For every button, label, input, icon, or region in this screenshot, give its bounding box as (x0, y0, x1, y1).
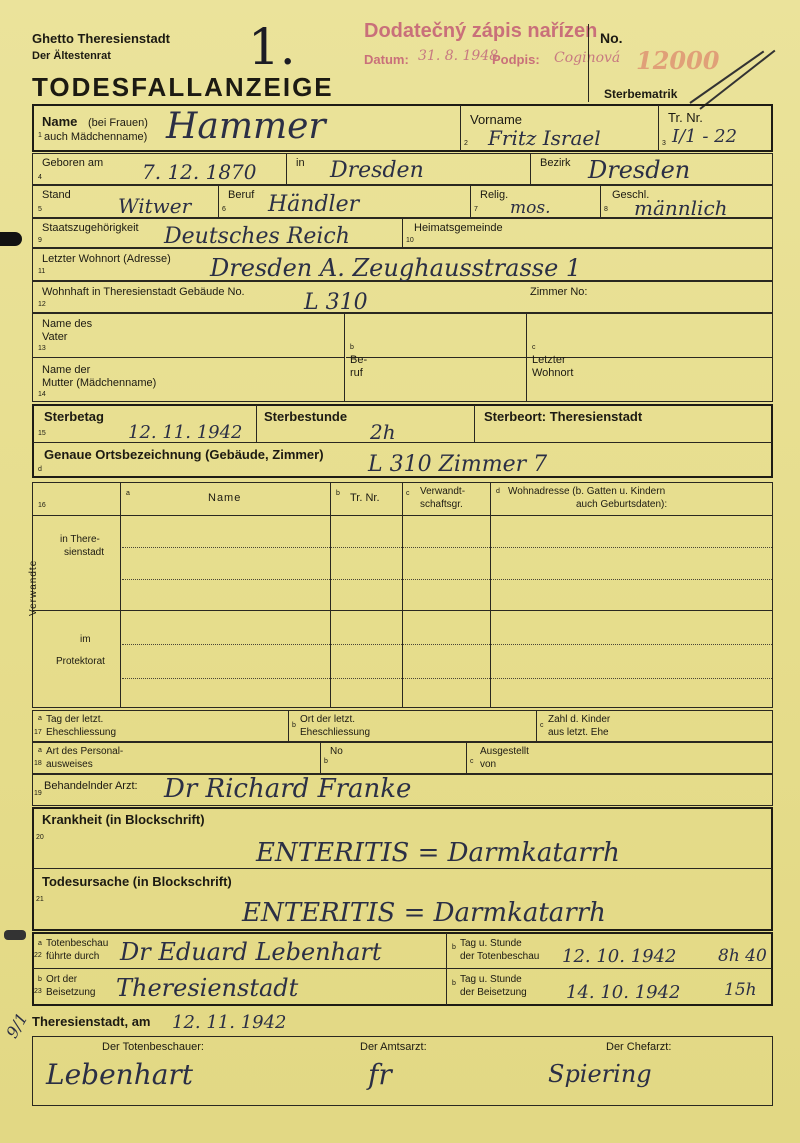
letzter-wohnort-label: Letzter (532, 354, 566, 366)
ort-ehe-label: Ort der letzt. (300, 714, 356, 725)
beschau-time-label: Tag u. Stunde (460, 938, 522, 949)
signature-beschauer: Lebenhart (46, 1058, 194, 1091)
field-number: 6 (222, 206, 226, 213)
field-letter: a (38, 940, 42, 947)
divider (320, 742, 321, 774)
col-trnr: Tr. Nr. (350, 492, 380, 504)
place-date-value: 12. 11. 1942 (172, 1012, 287, 1033)
ausgestellt-label2: von (480, 759, 497, 770)
signature-chefarzt: Spiering (548, 1060, 652, 1088)
stamp-date-handwritten: 31. 8. 1948 (418, 48, 499, 64)
gebaeude-value: L 310 (304, 290, 368, 315)
field-number: 11 (38, 268, 46, 275)
field-number: 1 (38, 132, 42, 139)
field-letter: b (292, 722, 296, 729)
form-title: TODESFALLANZEIGE (32, 72, 334, 102)
field-number: 3 (662, 140, 666, 147)
org-council: Der Ältestenrat (32, 50, 111, 62)
dotted-line (122, 547, 772, 548)
handwritten-number: 1. (248, 18, 296, 76)
trnr-value: I/1 - 22 (672, 126, 738, 147)
binding-mark (0, 232, 22, 246)
divider (33, 868, 772, 869)
totenbeschau-label2: führte durch (46, 951, 100, 962)
krankheit-value: ENTERITIS = Darmkatarrh (256, 838, 620, 868)
sterbestunde-label: Sterbestunde (264, 409, 348, 424)
ort-ehe-label2: Eheschliessung (300, 727, 371, 738)
field-number: 17 (34, 729, 42, 736)
field-letter: c (532, 344, 536, 351)
vater-label2: Vater (42, 331, 68, 343)
field-number: 15 (38, 430, 46, 437)
beisetzung-hour-value: 15h (724, 980, 757, 1000)
beruf-label: Beruf (228, 189, 255, 201)
kinder-label2: aus letzt. Ehe (548, 727, 609, 738)
field-number: 20 (36, 834, 44, 841)
divider (536, 710, 537, 742)
stand-label: Stand (42, 189, 71, 201)
field-letter: a (126, 490, 130, 497)
field-letter: a (38, 747, 42, 754)
field-letter: c (540, 722, 544, 729)
stand-value: Witwer (118, 194, 192, 218)
mutter-label: Name der (42, 364, 91, 376)
beisetzung-label2: Beisetzung (46, 987, 96, 998)
field-number: 16 (38, 502, 46, 509)
divider (120, 482, 121, 708)
beisetzung-value: Theresienstadt (116, 974, 299, 1002)
divider (466, 742, 467, 774)
field-number: 13 (38, 345, 46, 352)
divider (344, 313, 345, 402)
divider (32, 357, 344, 358)
zimmer-label: Zimmer No: (530, 286, 588, 298)
divider (218, 185, 219, 218)
surname-value: Hammer (166, 106, 326, 147)
divider (490, 482, 491, 708)
ortsbez-value: L 310 Zimmer 7 (368, 452, 548, 477)
field-number: 23 (34, 988, 42, 995)
field-number: 22 (34, 952, 42, 959)
divider (460, 105, 461, 151)
stamp-podpis: Podpis: (492, 52, 540, 67)
beisetzung-time-label2: der Beisetzung (460, 987, 527, 998)
bezirk-value: Dresden (588, 156, 691, 184)
field-number: 2 (464, 140, 468, 147)
tag-ehe-label: Tag der letzt. (46, 714, 104, 725)
divider (658, 105, 659, 151)
beisetzung-time-label: Tag u. Stunde (460, 974, 522, 985)
field-letter: c (470, 758, 474, 765)
name-sublabel2: auch Mädchenname) (44, 131, 148, 143)
beschau-time-label2: der Totenbeschau (460, 951, 540, 962)
col-name: Name (208, 492, 242, 504)
divider (446, 933, 447, 1005)
in-theresienstadt-label: in There- (60, 534, 100, 545)
divider (288, 710, 289, 742)
totenbeschau-label: Totenbeschau (46, 938, 109, 949)
ursache-value: ENTERITIS = Darmkatarrh (242, 898, 606, 928)
field-number: 8 (604, 206, 608, 213)
sterbetag-value: 12. 11. 1942 (128, 422, 243, 443)
beruf-parent-label: Be- (350, 354, 368, 366)
marriage-row (32, 710, 773, 742)
divider (402, 482, 403, 708)
field-number: 14 (38, 391, 46, 398)
field-letter: b (38, 976, 42, 983)
divider (256, 405, 257, 442)
vorname-value: Fritz Israel (488, 126, 601, 150)
divider (600, 185, 601, 218)
vater-label: Name des (42, 318, 93, 330)
ortsbez-label: Genaue Ortsbezeichnung (Gebäude, Zimmer) (44, 447, 324, 462)
divider (470, 185, 471, 218)
mutter-label2: Mutter (Mädchenname) (42, 377, 157, 389)
ursache-label: Todesursache (in Blockschrift) (42, 874, 232, 889)
ausweis-label2: ausweises (46, 759, 93, 770)
name-sublabel: (bei Frauen) (88, 117, 148, 129)
signature-amtsarzt: fr (368, 1058, 392, 1091)
tag-ehe-label2: Eheschliessung (46, 727, 117, 738)
beschau-hour-value: 8h 40 (718, 946, 767, 966)
field-letter: b (350, 344, 354, 351)
field-letter: b (452, 980, 456, 987)
col-wohnadresse2: auch Geburtsdaten): (576, 499, 668, 510)
field-number: 9 (38, 237, 42, 244)
beschau-date-value: 12. 10. 1942 (562, 946, 677, 967)
kinder-label: Zahl d. Kinder (548, 714, 611, 725)
field-number: 10 (406, 237, 414, 244)
vorname-label: Vorname (470, 112, 523, 127)
margin-note: 9/1 (2, 1009, 32, 1042)
staats-value: Deutsches Reich (164, 224, 350, 249)
field-number: 18 (34, 760, 42, 767)
totenbeschau-value: Dr Eduard Lebenhart (120, 938, 382, 966)
heimat-label: Heimatsgemeinde (414, 222, 503, 234)
beruf-parent-label2: ruf (350, 367, 363, 379)
field-number: 19 (34, 790, 42, 797)
field-number: 21 (36, 896, 44, 903)
wohnort-label: Letzter Wohnort (Adresse) (42, 253, 171, 265)
field-letter: a (38, 715, 42, 722)
org-name: Ghetto Theresienstadt (32, 31, 170, 46)
stamp-line: Dodatečný zápis nařízen (364, 20, 598, 42)
divider (286, 153, 287, 185)
in-theresienstadt-label2: sienstadt (64, 547, 105, 558)
col-verwandt: Verwandt- (420, 486, 466, 497)
divider (530, 153, 531, 185)
in-label: in (296, 157, 305, 169)
field-number: 5 (38, 206, 42, 213)
divider (402, 218, 403, 248)
geschl-label: Geschl. (612, 189, 650, 201)
id-row (32, 742, 773, 774)
im-label: im (80, 634, 91, 645)
field-letter: c (406, 490, 410, 497)
divider (32, 610, 773, 611)
ausweis-no-label: No (330, 746, 343, 757)
place-date-label: Theresienstadt, am (32, 1014, 151, 1029)
beschauer-label: Der Totenbeschauer: (102, 1041, 204, 1053)
bezirk-label: Bezirk (540, 157, 571, 169)
krankheit-label: Krankheit (in Blockschrift) (42, 812, 205, 827)
dotted-line (122, 644, 772, 645)
letzter-wohnort-label2: Wohnort (532, 367, 574, 379)
sterbeort-label: Sterbeort: Theresienstadt (484, 409, 643, 424)
field-letter: d (38, 466, 42, 473)
registry-number: 12000 (636, 46, 720, 75)
divider (33, 968, 772, 969)
divider (474, 405, 475, 442)
sterbematrik-label: Sterbematrik (604, 87, 678, 101)
ausweis-label: Art des Personal- (46, 746, 124, 757)
divider (330, 482, 331, 708)
beruf-value: Händler (268, 192, 360, 217)
stamp-signature: Coginová (554, 50, 621, 66)
no-label: No. (600, 30, 623, 46)
field-number: 4 (38, 174, 42, 181)
chefarzt-label: Der Chefarzt: (606, 1041, 672, 1053)
birthplace-value: Dresden (330, 158, 424, 183)
gebaeude-label: Wohnhaft in Theresienstadt Gebäude No. (42, 286, 245, 298)
geboren-label: Geboren am (42, 157, 104, 169)
binding-mark (4, 930, 26, 940)
field-number: 7 (474, 206, 478, 213)
wohnort-value: Dresden A. Zeughausstrasse 1 (210, 254, 582, 282)
dotted-line (122, 678, 772, 679)
arzt-value: Dr Richard Franke (164, 774, 412, 804)
sterbetag-label: Sterbetag (44, 409, 104, 424)
sterbestunde-value: 2h (370, 420, 396, 444)
field-number: 12 (38, 301, 46, 308)
arzt-label: Behandelnder Arzt: (44, 780, 138, 792)
col-wohnadresse: Wohnadresse (b. Gatten u. Kindern (508, 486, 666, 497)
beisetzung-label: Ort der (46, 974, 78, 985)
geschl-value: männlich (634, 196, 728, 220)
col-verwandt2: schaftsgr. (420, 499, 463, 510)
amtsarzt-label: Der Amtsarzt: (360, 1041, 427, 1053)
relig-label: Relig. (480, 189, 509, 201)
dotted-line (122, 579, 772, 580)
verwandte-side-label: Verwandte (28, 559, 39, 616)
trnr-label: Tr. Nr. (668, 110, 703, 125)
ausgestellt-label: Ausgestellt (480, 746, 529, 757)
field-letter: b (324, 758, 328, 765)
field-letter: b (336, 490, 340, 497)
staats-label: Staatszugehörigkeit (42, 222, 139, 234)
name-label: Name (42, 114, 78, 129)
beisetzung-date-value: 14. 10. 1942 (566, 982, 681, 1003)
field-letter: d (496, 488, 500, 495)
protektorat-label: Protektorat (56, 656, 105, 667)
stamp-datum: Datum: (364, 52, 409, 67)
field-letter: b (452, 944, 456, 951)
birthdate-value: 7. 12. 1870 (142, 160, 257, 184)
divider (588, 24, 589, 102)
relig-value: mos. (510, 198, 551, 218)
